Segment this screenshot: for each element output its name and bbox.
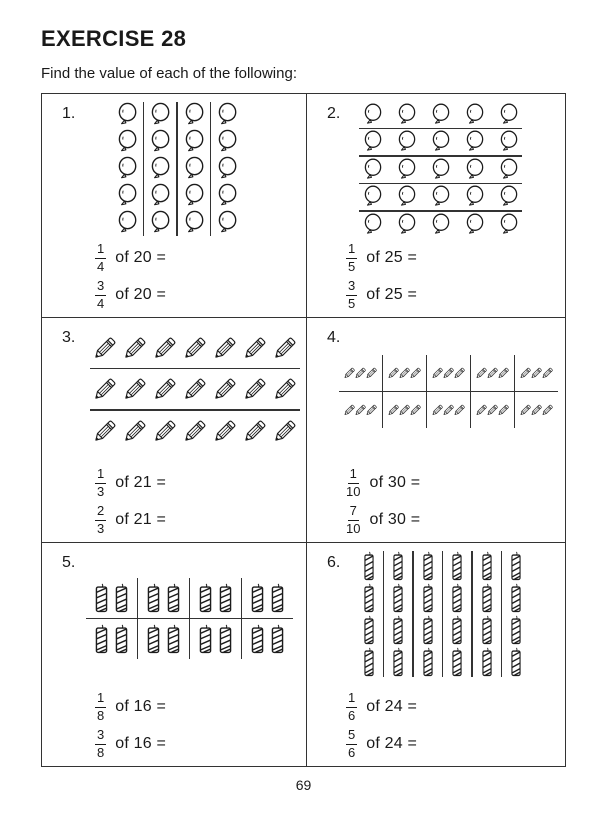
- fraction-numerator: 5: [346, 728, 357, 745]
- balloon-icon: [116, 129, 138, 155]
- candle-icon: [270, 624, 285, 654]
- item-group: [515, 392, 558, 428]
- question-line: [346, 503, 420, 537]
- candle-icon: [422, 583, 434, 613]
- candle-icon: [363, 647, 375, 677]
- problem-art: [86, 578, 293, 659]
- fraction-denominator: 8: [97, 707, 105, 723]
- balloon-icon: [395, 130, 418, 154]
- candle-icon: [363, 615, 375, 645]
- problem-number: 1.: [62, 105, 76, 122]
- problems-grid: [41, 93, 566, 767]
- pencil-icon: [540, 360, 555, 386]
- problem-top: [62, 328, 298, 451]
- pencil-icon: [90, 371, 120, 407]
- candle-icon: [218, 624, 233, 654]
- balloon-icon: [361, 103, 384, 127]
- fraction: [346, 504, 360, 537]
- problem-number: 3.: [62, 329, 76, 346]
- question-text: of 21 =: [115, 511, 167, 528]
- item-group: [138, 619, 190, 659]
- balloon-icon: [361, 130, 384, 154]
- problem-number: 5.: [62, 554, 76, 571]
- pencil-icon: [150, 330, 180, 366]
- problem-art: [90, 328, 300, 451]
- candle-icon: [481, 647, 493, 677]
- candle-icon: [422, 551, 434, 581]
- candle-icon: [146, 583, 161, 613]
- balloon-icon: [497, 213, 520, 237]
- pencil-icon: [120, 413, 150, 449]
- candle-icon: [250, 583, 265, 613]
- item-group: [211, 102, 243, 236]
- candle-icon: [422, 647, 434, 677]
- question-line: [95, 241, 166, 275]
- problem-top: [62, 553, 298, 659]
- pencil-icon: [180, 371, 210, 407]
- pencil-icon: [364, 360, 379, 386]
- pencil-icon: [210, 371, 240, 407]
- problem-cell: [307, 94, 565, 318]
- item-group: [90, 328, 300, 368]
- balloon-icon: [216, 129, 238, 155]
- fraction: [95, 504, 106, 537]
- candle-icon: [510, 615, 522, 645]
- item-group: [427, 355, 471, 392]
- item-group: [86, 578, 138, 619]
- pencil-icon: [180, 413, 210, 449]
- pencil-icon: [408, 397, 423, 423]
- balloon-icon: [183, 156, 205, 182]
- fraction-numerator: 1: [346, 242, 357, 259]
- balloon-icon: [183, 102, 205, 128]
- balloon-icon: [149, 129, 171, 155]
- candle-icon: [392, 551, 404, 581]
- question-text: of 16 =: [115, 735, 167, 752]
- fraction-denominator: 10: [346, 520, 361, 536]
- item-group: [515, 355, 558, 392]
- question-line: [95, 690, 166, 724]
- candle-icon: [250, 624, 265, 654]
- pencil-icon: [408, 360, 423, 386]
- pencil-icon: [270, 330, 300, 366]
- question-text: of 25 =: [366, 286, 418, 303]
- problem-number: 4.: [327, 329, 341, 346]
- question-text: of 24 =: [366, 735, 418, 752]
- question-line: [95, 503, 166, 537]
- balloon-icon: [463, 130, 486, 154]
- fraction-numerator: 7: [348, 504, 359, 521]
- balloon-icon: [116, 102, 138, 128]
- pencil-icon: [150, 371, 180, 407]
- pencil-icon: [270, 371, 300, 407]
- problem-number: 6.: [327, 554, 341, 571]
- balloon-icon: [361, 213, 384, 237]
- fraction-numerator: 1: [346, 691, 357, 708]
- candle-icon: [451, 583, 463, 613]
- candle-icon: [392, 647, 404, 677]
- balloon-icon: [149, 210, 171, 236]
- pencil-icon: [364, 397, 379, 423]
- pencil-icon: [452, 360, 467, 386]
- balloon-icon: [429, 213, 452, 237]
- problem-top: [327, 553, 557, 677]
- pencil-icon: [240, 371, 270, 407]
- fraction-numerator: 1: [95, 467, 106, 484]
- question-line: [95, 727, 166, 761]
- candle-icon: [363, 551, 375, 581]
- fraction-denominator: 8: [97, 744, 105, 760]
- balloon-icon: [116, 183, 138, 209]
- problem-cell: [42, 543, 307, 766]
- fraction-denominator: 3: [97, 520, 105, 536]
- balloon-icon: [216, 156, 238, 182]
- balloon-icon: [149, 156, 171, 182]
- item-group: [138, 578, 190, 619]
- balloon-icon: [216, 210, 238, 236]
- candle-icon: [146, 624, 161, 654]
- candle-icon: [451, 615, 463, 645]
- problem-questions: [346, 463, 420, 537]
- pencil-icon: [90, 413, 120, 449]
- candle-icon: [114, 624, 129, 654]
- question-text: of 16 =: [115, 698, 167, 715]
- problem-top: [62, 104, 298, 236]
- balloon-icon: [463, 213, 486, 237]
- question-text: of 30 =: [369, 474, 421, 491]
- item-group: [427, 392, 471, 428]
- problem-art: [111, 102, 243, 236]
- candle-icon: [218, 583, 233, 613]
- problem-cell: [42, 318, 307, 543]
- item-group: [111, 102, 143, 236]
- fraction: [346, 691, 357, 724]
- candle-icon: [510, 647, 522, 677]
- candle-icon: [166, 624, 181, 654]
- candle-icon: [270, 583, 285, 613]
- question-line: [346, 466, 420, 500]
- fraction-numerator: 2: [95, 504, 106, 521]
- fraction: [95, 467, 106, 500]
- question-line: [95, 278, 166, 312]
- question-text: of 20 =: [115, 286, 167, 303]
- fraction-numerator: 1: [95, 242, 106, 259]
- fraction-numerator: 1: [348, 467, 359, 484]
- problem-art: [359, 102, 522, 238]
- item-group: [178, 102, 210, 236]
- candle-icon: [481, 551, 493, 581]
- balloon-icon: [361, 185, 384, 209]
- balloon-icon: [497, 185, 520, 209]
- question-text: of 21 =: [115, 474, 167, 491]
- problem-cell: [307, 543, 565, 766]
- fraction-denominator: 4: [97, 295, 105, 311]
- fraction: [346, 242, 357, 275]
- item-group: [471, 355, 515, 392]
- item-group: [359, 102, 522, 128]
- candle-icon: [94, 583, 109, 613]
- pencil-icon: [150, 413, 180, 449]
- candle-icon: [94, 624, 109, 654]
- problem-top: [327, 104, 557, 238]
- pencil-icon: [270, 413, 300, 449]
- item-group: [86, 619, 138, 659]
- problem-cell: [307, 318, 565, 543]
- balloon-icon: [463, 158, 486, 182]
- balloon-icon: [116, 210, 138, 236]
- fraction-numerator: 3: [95, 279, 106, 296]
- question-line: [346, 727, 417, 761]
- item-group: [502, 551, 530, 677]
- item-group: [90, 411, 300, 451]
- question-text: of 30 =: [369, 511, 421, 528]
- balloon-icon: [216, 102, 238, 128]
- fraction-denominator: 5: [348, 258, 356, 274]
- item-group: [383, 392, 427, 428]
- candle-icon: [363, 583, 375, 613]
- item-group: [359, 212, 522, 238]
- item-group: [443, 551, 471, 677]
- candle-icon: [510, 583, 522, 613]
- pencil-icon: [180, 330, 210, 366]
- problem-art: [355, 551, 530, 677]
- item-group: [359, 157, 522, 183]
- fraction: [95, 279, 106, 312]
- balloon-icon: [429, 185, 452, 209]
- fraction-denominator: 10: [346, 483, 361, 499]
- item-group: [471, 392, 515, 428]
- pencil-icon: [210, 330, 240, 366]
- balloon-icon: [497, 130, 520, 154]
- balloon-icon: [149, 102, 171, 128]
- fraction: [95, 728, 106, 761]
- fraction: [346, 467, 360, 500]
- pencil-icon: [210, 413, 240, 449]
- candle-icon: [198, 624, 213, 654]
- item-group: [339, 355, 383, 392]
- fraction-numerator: 1: [95, 691, 106, 708]
- fraction: [346, 279, 357, 312]
- candle-icon: [114, 583, 129, 613]
- problem-questions: [95, 463, 166, 537]
- candle-icon: [510, 551, 522, 581]
- problem-art: [339, 355, 558, 428]
- question-text: of 25 =: [366, 249, 418, 266]
- balloon-icon: [395, 158, 418, 182]
- question-line: [95, 466, 166, 500]
- item-group: [383, 355, 427, 392]
- problem-questions: [346, 238, 417, 312]
- page-title: EXERCISE 28: [41, 26, 187, 51]
- question-line: [346, 278, 417, 312]
- item-group: [473, 551, 501, 677]
- pencil-icon: [496, 360, 511, 386]
- balloon-icon: [429, 130, 452, 154]
- fraction-numerator: 3: [95, 728, 106, 745]
- fraction-denominator: 6: [348, 707, 356, 723]
- balloon-icon: [395, 185, 418, 209]
- candle-icon: [451, 647, 463, 677]
- balloon-icon: [216, 183, 238, 209]
- question-line: [346, 241, 417, 275]
- item-group: [242, 578, 293, 619]
- balloon-icon: [429, 103, 452, 127]
- problem-questions: [346, 687, 417, 761]
- page-number: 69: [295, 777, 312, 793]
- question-text: of 24 =: [366, 698, 418, 715]
- pencil-icon: [120, 371, 150, 407]
- item-group: [355, 551, 383, 677]
- pencil-icon: [496, 397, 511, 423]
- problem-cell: [42, 94, 307, 318]
- balloon-icon: [183, 210, 205, 236]
- fraction-denominator: 5: [348, 295, 356, 311]
- balloon-icon: [395, 213, 418, 237]
- pencil-icon: [240, 330, 270, 366]
- pencil-icon: [540, 397, 555, 423]
- problem-questions: [95, 238, 166, 312]
- candle-icon: [451, 551, 463, 581]
- question-line: [346, 690, 417, 724]
- balloon-icon: [183, 183, 205, 209]
- balloon-icon: [149, 183, 171, 209]
- fraction: [95, 242, 106, 275]
- candle-icon: [481, 615, 493, 645]
- balloon-icon: [429, 158, 452, 182]
- item-group: [339, 392, 383, 428]
- candle-icon: [166, 583, 181, 613]
- item-group: [242, 619, 293, 659]
- pencil-icon: [120, 330, 150, 366]
- problem-number: 2.: [327, 105, 341, 122]
- item-group: [144, 102, 176, 236]
- fraction: [346, 728, 357, 761]
- balloon-icon: [497, 103, 520, 127]
- item-group: [190, 578, 242, 619]
- balloon-icon: [497, 158, 520, 182]
- problem-top: [327, 328, 557, 428]
- candle-icon: [198, 583, 213, 613]
- candle-icon: [481, 583, 493, 613]
- fraction-numerator: 3: [346, 279, 357, 296]
- item-group: [190, 619, 242, 659]
- candle-icon: [392, 583, 404, 613]
- fraction-denominator: 4: [97, 258, 105, 274]
- balloon-icon: [116, 156, 138, 182]
- item-group: [359, 184, 522, 210]
- pencil-icon: [452, 397, 467, 423]
- pencil-icon: [240, 413, 270, 449]
- candle-icon: [422, 615, 434, 645]
- fraction-denominator: 6: [348, 744, 356, 760]
- candle-icon: [392, 615, 404, 645]
- fraction-denominator: 3: [97, 483, 105, 499]
- item-group: [359, 129, 522, 155]
- fraction: [95, 691, 106, 724]
- question-text: of 20 =: [115, 249, 167, 266]
- balloon-icon: [361, 158, 384, 182]
- item-group: [384, 551, 412, 677]
- balloon-icon: [463, 185, 486, 209]
- balloon-icon: [395, 103, 418, 127]
- balloon-icon: [183, 129, 205, 155]
- pencil-icon: [90, 330, 120, 366]
- balloon-icon: [463, 103, 486, 127]
- instruction-text: Find the value of each of the following:: [41, 65, 297, 82]
- item-group: [414, 551, 442, 677]
- problem-questions: [95, 687, 166, 761]
- item-group: [90, 369, 300, 409]
